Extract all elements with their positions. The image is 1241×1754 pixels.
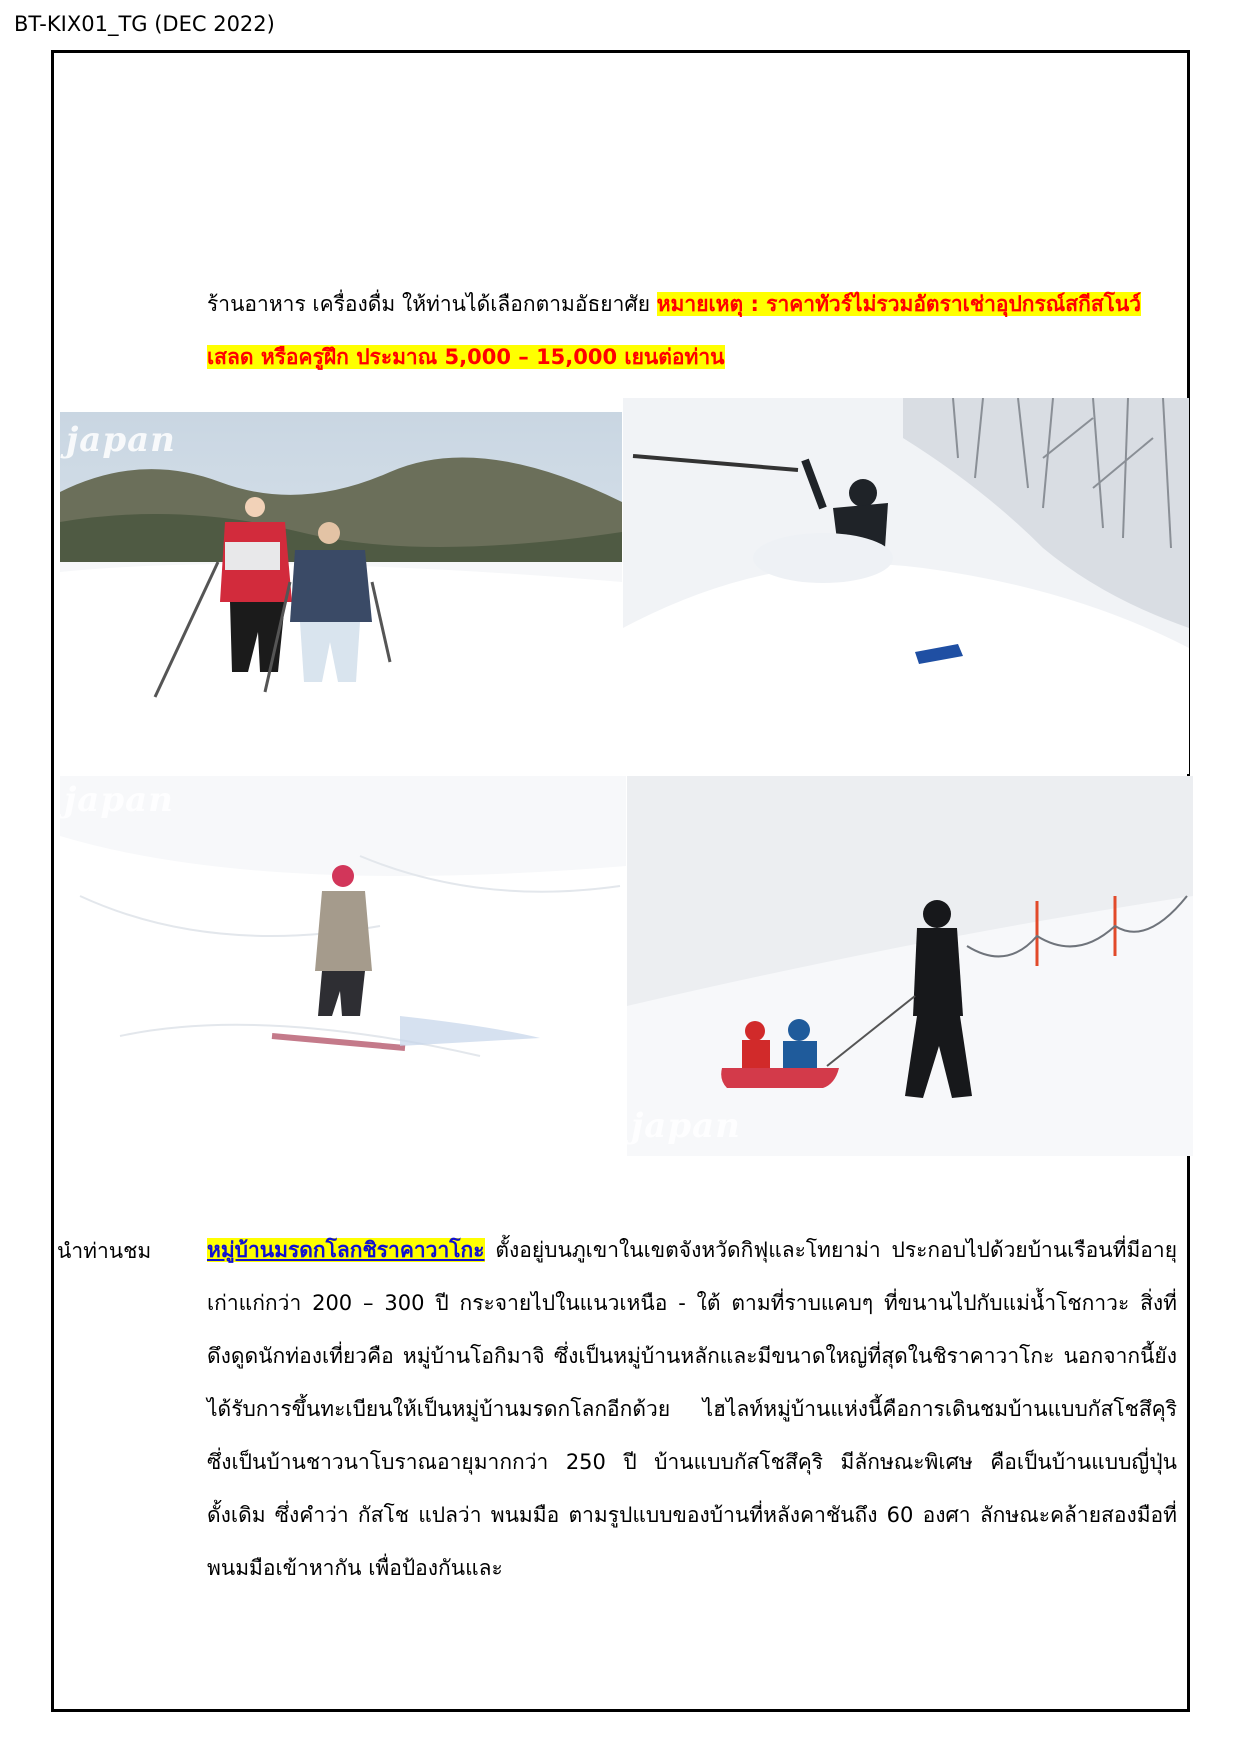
- intro-paragraph: [207, 278, 1177, 384]
- price-note: หมายเหตุ : ราคาทัวร์ไม่รวมอัตราเช่าอุปกรณ์สกีสโนว์เสลด หรือครูฝึก ประมาณ 5,000 – 15,000 เยนต่อท่าน: [207, 292, 1142, 369]
- powder-skier-photo: [623, 398, 1189, 774]
- itinerary-label: นำท่านชม: [57, 1239, 152, 1263]
- watermark-text: japan: [64, 780, 174, 820]
- snowboarder-photo: [60, 776, 626, 1156]
- document-code: BT-KIX01_TG (DEC 2022): [14, 12, 275, 36]
- watermark-text: japan: [631, 1106, 741, 1146]
- skiers-couple-photo: [60, 412, 622, 772]
- watermark-text: japan: [627, 718, 737, 758]
- sled-pulling-photo: [627, 776, 1193, 1156]
- watermark-text: japan: [66, 420, 176, 460]
- attraction-description: ตั้งอยู่บนภูเขาในเขตจังหวัดกิฟุและโทยาม่า ประกอบไปด้วยบ้านเรือนที่มีอายุเก่าแก่กว่า 200 – 300 ปี กระจายไปในแนวเหนือ - ใต้ ตามที่ราบแคบๆ ที่ขนานไปกับแม่น้ำโชกาวะ สิ่งที่ดึงดูดนักท่องเที่ยวคือ หมู่บ้านโอกิมาจิ ซึ่งเป็นหมู่บ้านหลักและมีขนาดใหญ่ที่สุดในชิราคาวาโกะ นอกจากนี้ยังได้รับการขึ้นทะเบียนให้เป็นหมู่บ้านมรดกโลกอีกด้วย ไฮไลท์หมู่บ้านแห่งนี้คือการเดินชมบ้านแบบกัสโชสึคุริ ซึ่งเป็นบ้านชาวนาโบราณอายุมากกว่า 250 ปี บ้านแบบกัสโชสึคุริ มีลักษณะพิเศษ คือเป็นบ้านแบบญี่ปุ่นดั้งเดิม ซึ่งคำว่า กัสโช แปลว่า พนมมือ ตามรูปแบบของบ้านที่หลังคาชันถึง 60 องศา ลักษณะคล้ายสองมือที่พนมมือเข้าหากัน เพื่อป้องกันและ: [207, 1238, 1177, 1580]
- place-name: หมู่บ้านมรดกโลกชิราคาวาโกะ: [207, 1238, 485, 1262]
- intro-text: ร้านอาหาร เครื่องดื่ม ให้ท่านได้เลือกตามอัธยาศัย: [207, 292, 657, 316]
- attraction-paragraph: [207, 1224, 1177, 1595]
